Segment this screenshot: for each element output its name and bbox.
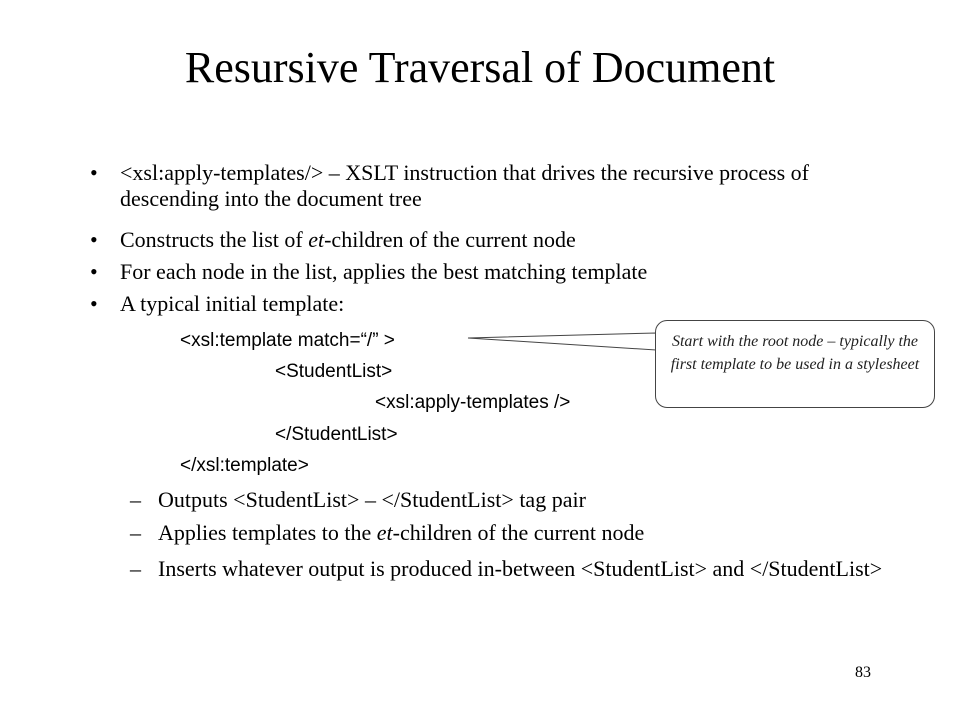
bullet-text: A typical initial template: bbox=[120, 291, 345, 316]
sub-bullet-text: Applies templates to the bbox=[158, 520, 377, 545]
sub-bullet-emphasis: et bbox=[376, 520, 393, 545]
code-line-studentlist-open: <StudentList> bbox=[275, 361, 393, 382]
callout-box bbox=[655, 320, 935, 408]
bullet-text: For each node in the list, applies the best matching template bbox=[120, 259, 648, 284]
sub-bullet-text: -children of the current node bbox=[392, 520, 645, 545]
code-line-studentlist-close: </StudentList> bbox=[275, 424, 398, 445]
bullet-dot: • bbox=[90, 227, 98, 252]
code-line-template-open: <xsl:template match=“/” > bbox=[180, 330, 395, 351]
sub-bullet-text: Inserts whatever output is produced in-between <StudentList> and </StudentList> bbox=[158, 556, 883, 581]
code-line-template-close: </xsl:template> bbox=[180, 455, 309, 476]
bullet-code: <xsl:apply-templates/> bbox=[120, 160, 324, 185]
bullet-dot: • bbox=[90, 160, 98, 185]
bullet-text: – XSLT instruction that drives the recursive process of descending into the document tree bbox=[120, 160, 809, 211]
sub-bullet-dash: – bbox=[130, 556, 141, 581]
callout-text: Start with the root node – typically the first template to be used in a stylesheet bbox=[670, 333, 920, 373]
bullet-text: -children of the current node bbox=[324, 227, 576, 252]
sub-bullet-text: Outputs <StudentList> – </StudentList> tag pair bbox=[158, 487, 586, 512]
bullet-dot: • bbox=[90, 259, 98, 284]
code-line-apply-templates: <xsl:apply-templates /> bbox=[375, 392, 571, 413]
bullet-emphasis: et bbox=[308, 227, 325, 252]
page-number: 83 bbox=[855, 664, 871, 681]
sub-bullet-dash: – bbox=[130, 487, 141, 512]
bullet-dot: • bbox=[90, 291, 98, 316]
slide-title: Resursive Traversal of Document bbox=[184, 43, 776, 92]
sub-bullet-dash: – bbox=[130, 520, 141, 545]
bullet-text: Constructs the list of bbox=[120, 227, 309, 252]
